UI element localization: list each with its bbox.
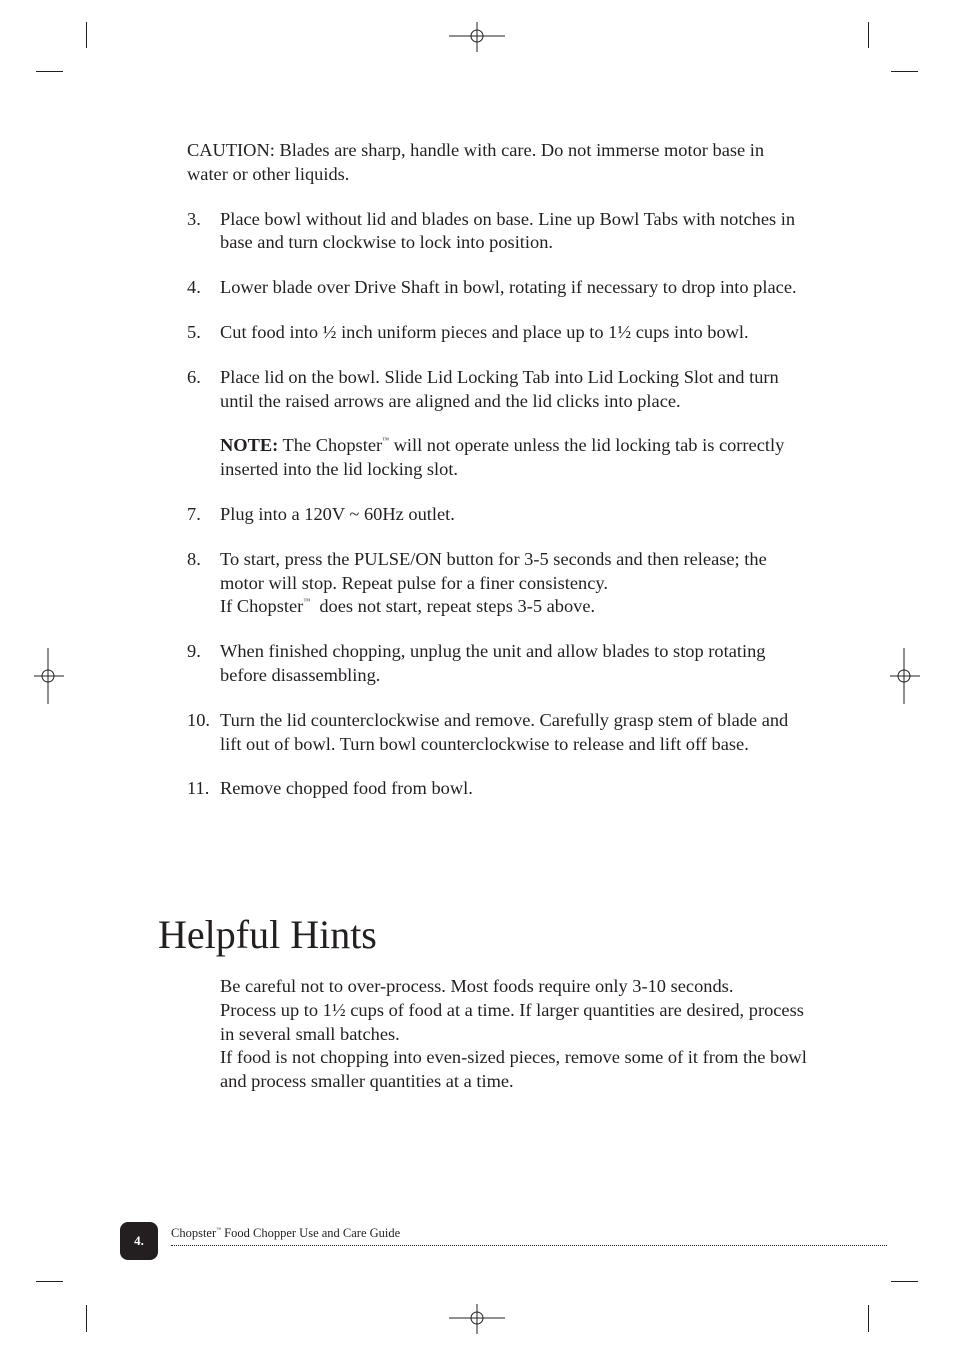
list-item (187, 777, 799, 801)
crop-mark (86, 1305, 87, 1332)
list-item (187, 709, 799, 757)
trademark-symbol: ™ (303, 597, 311, 606)
list-item (187, 548, 799, 619)
step-text-tail: does not start, repeat steps 3-5 above. (310, 596, 596, 617)
step-number: 4. (187, 277, 201, 298)
step-text: Cut food into ½ inch uniform pieces and place up to 1½ cups into bowl. (220, 321, 749, 342)
crop-mark (891, 1281, 918, 1282)
list-item (187, 276, 799, 300)
hint-paragraph: If food is not chopping into even-sized pieces, remove some of it from the bowl and process smaller quantities at a time. (220, 1047, 807, 1092)
footer-brand: Chopster (171, 1226, 217, 1240)
step-text-continued (220, 595, 799, 619)
trademark-symbol: ™ (216, 1228, 222, 1233)
list-item (187, 321, 799, 345)
hint-paragraph: Be careful not to over-process. Most foods require only 3-10 seconds. (220, 976, 734, 996)
registration-mark-icon (890, 648, 920, 704)
step-number: 8. (187, 548, 201, 569)
list-item (187, 640, 799, 688)
step-number: 9. (187, 641, 201, 662)
step-number: 5. (187, 321, 201, 342)
step-text: Plug into a 120V ~ 60Hz outlet. (220, 503, 455, 524)
page-number-badge: 4. (120, 1222, 158, 1260)
step-brand: If Chopster (220, 596, 304, 617)
footer-guide-name: Food Chopper Use and Care Guide (221, 1226, 401, 1240)
step-text: Turn the lid counterclockwise and remove. Carefully grasp stem of blade and lift out of bowl. Turn bowl counterclockwise to release and lift off base. (220, 709, 789, 754)
step-number: 3. (187, 208, 201, 229)
crop-mark (36, 71, 63, 72)
crop-mark (86, 22, 87, 48)
list-item (187, 366, 799, 482)
trademark-symbol: ™ (382, 436, 389, 445)
hints-body (220, 975, 810, 1094)
step-number: 6. (187, 366, 201, 387)
note-body: will not operate unless the lid locking tab is correctly inserted into the lid locking slot. (220, 435, 785, 480)
step-number: 11. (187, 778, 210, 799)
crop-mark (36, 1281, 63, 1282)
list-item (187, 208, 799, 256)
step-text: When finished chopping, unplug the unit and allow blades to stop rotating before disassembling. (220, 641, 766, 685)
crop-mark (868, 1305, 869, 1332)
hint-paragraph: Process up to 1½ cups of food at a time. If larger quantities are desired, process in several small batches. (220, 999, 804, 1044)
registration-mark-icon (449, 22, 505, 52)
step-number: 7. (187, 503, 201, 524)
note-label: NOTE: (220, 435, 279, 456)
instructions-body (187, 139, 799, 822)
step-number: 10. (187, 709, 210, 730)
list-item (187, 503, 799, 527)
step-text: Place bowl without lid and blades on base. Line up Bowl Tabs with notches in base and turn clockwise to lock into position. (220, 208, 796, 253)
steps-list (187, 208, 799, 802)
step-text: To start, press the PULSE/ON button for 3-5 seconds and then release; the motor will stop. Repeat pulse for a finer consistency. (220, 548, 767, 593)
registration-mark-icon (34, 648, 64, 704)
section-heading: Helpful Hints (158, 912, 377, 957)
registration-mark-icon (449, 1304, 505, 1334)
note-text (220, 434, 799, 482)
step-text: Place lid on the bowl. Slide Lid Locking Tab into Lid Locking Slot and turn until the raised arrows are aligned and the lid clicks into place. (220, 366, 779, 411)
caution-text: CAUTION: Blades are sharp, handle with care. Do not immerse motor base in water or other liquids. (187, 140, 765, 184)
step-text: Lower blade over Drive Shaft in bowl, rotating if necessary to drop into place. (220, 277, 797, 298)
crop-mark (891, 71, 918, 72)
note-brand: The Chopster (282, 435, 383, 456)
step-text: Remove chopped food from bowl. (220, 778, 473, 799)
footer-dotted-rule (171, 1245, 887, 1246)
footer-title (171, 1225, 400, 1241)
page-footer (120, 1220, 890, 1262)
crop-mark (868, 22, 869, 48)
